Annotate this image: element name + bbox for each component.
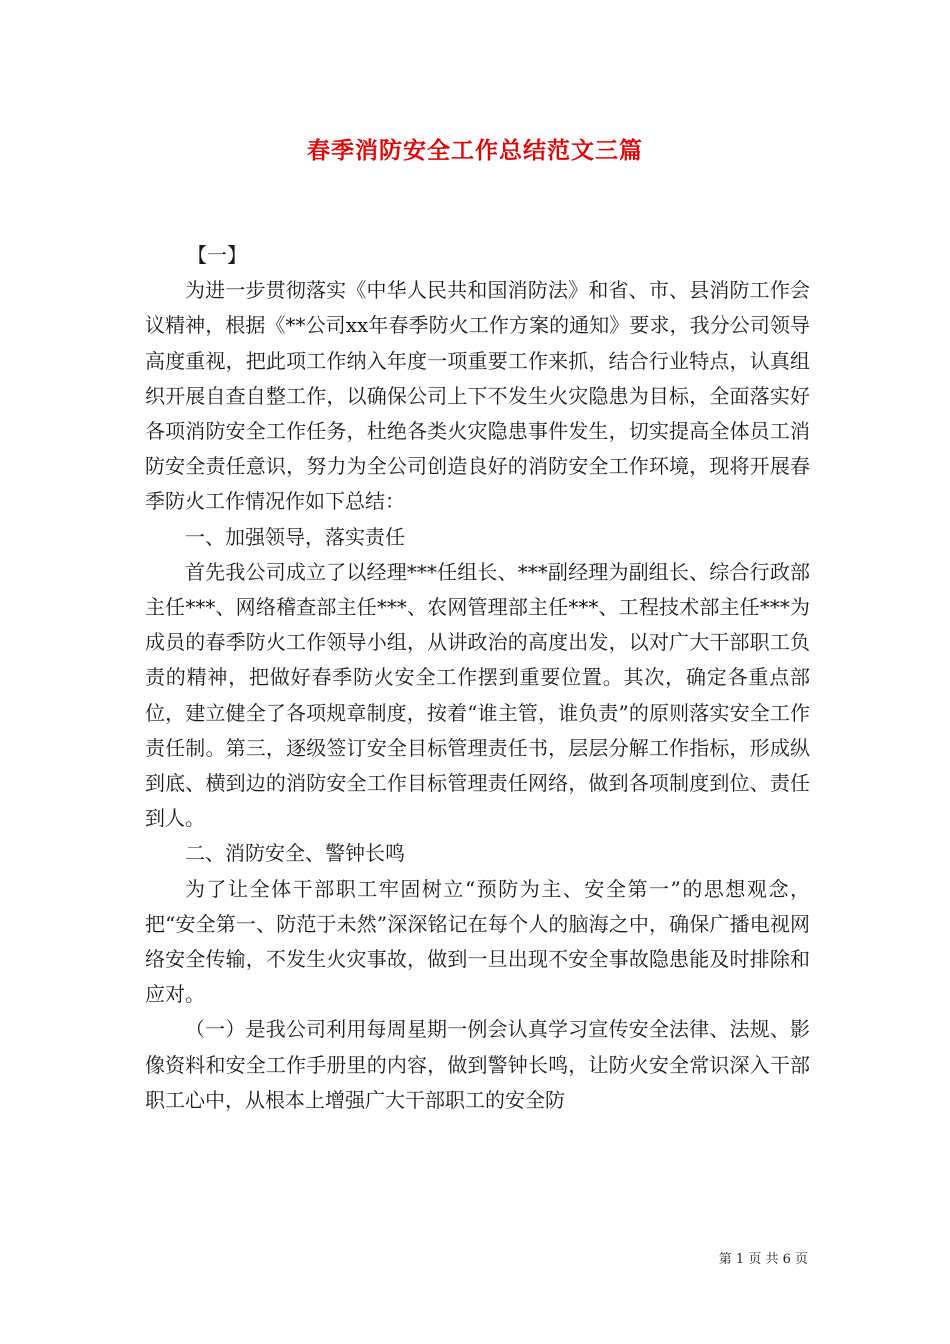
intro-paragraph: 为进一步贯彻落实《中华人民共和国消防法》和省、市、县消防工作会议精神，根据《**公司xx年春季防火工作方案的通知》要求，我分公司领导高度重视，把此项工作纳入年度一项重要工作来抓，结合行业特点，认真组织开展自查自整工作，以确保公司上下不发生火灾隐患为目标，全面落实好各项消防安全工作任务，杜绝各类火灾隐患事件发生，切实提高全体员工消防安全责任意识，努力为全公司创造良好的消防安全工作环境，现将开展春季防火工作情况作如下总结： — [145, 278, 810, 514]
subsection-1-paragraph: （一）是我公司利用每周星期一例会认真学习宣传安全法律、法规、影像资料和安全工作手册里的内容，做到警钟长鸣，让防火安全常识深入干部职工心中，从根本上增强广大干部职工的安全防 — [145, 1017, 810, 1112]
section-marker: 【一】 — [187, 243, 247, 267]
section-heading-2: 二、消防安全、警钟长鸣 — [185, 841, 405, 866]
section-heading-1: 一、加强领导，落实责任 — [185, 524, 405, 549]
section-1-paragraph: 首先我公司成立了以经理***任组长、***副经理为副组长、综合行政部主任***、网络稽查部主任***、农网管理部主任***、工程技术部主任***为成员的春季防火工作领导小组，从讲政治的高度出发，以对广大干部职工负责的精神，把做好春季防火安全工作摆到重要位置。其次，确定各重点部位，建立健全了各项规章制度，按着“谁主管，谁负责”的原则落实安全工作责任制。第三，逐级签订安全目标管理责任书，层层分解工作指标，形成纵到底、横到边的消防安全工作目标管理责任网络，做到各项制度到位、责任到人。 — [145, 559, 810, 831]
document-body — [145, 238, 810, 1118]
document-title: 春季消防安全工作总结范文三篇 — [307, 137, 643, 164]
section-2-paragraph: 为了让全体干部职工牢固树立“预防为主、安全第一”的思想观念，把“安全第一、防范于未然”深深铭记在每个人的脑海之中，确保广播电视网络安全传输，不发生火灾事故，做到一旦出现不安全事故隐患能及时排除和应对。 — [145, 876, 810, 1007]
page-footer: 第 1 页 共 6 页 — [718, 1252, 808, 1267]
